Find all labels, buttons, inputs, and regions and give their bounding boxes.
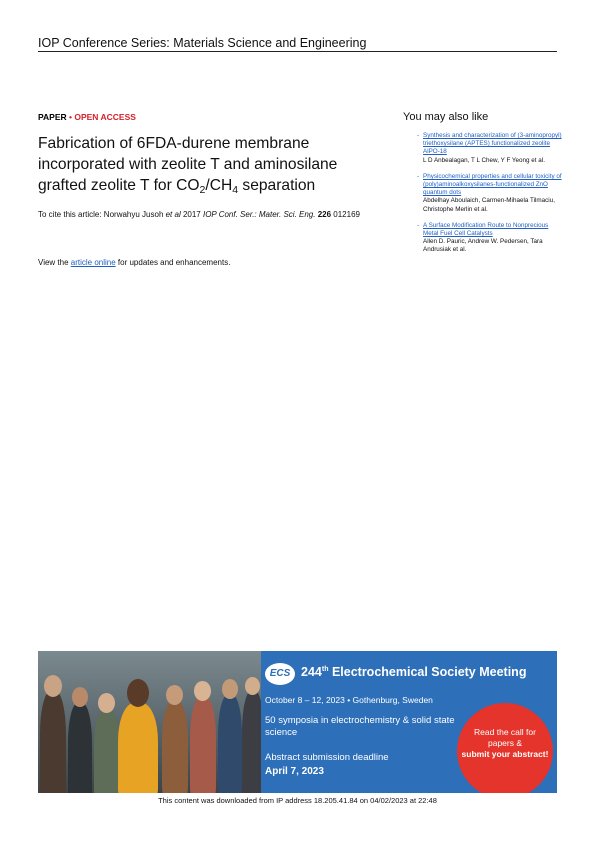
title-sub-co2: 2 <box>199 184 206 196</box>
related-articles-sidebar <box>403 111 563 263</box>
photo-person-head <box>44 675 62 697</box>
photo-person-head <box>72 687 88 707</box>
citation-line <box>38 210 383 219</box>
banner-info-panel <box>261 651 557 793</box>
related-item <box>403 132 563 165</box>
paper-type-label <box>38 112 136 122</box>
title-sub-ch4: 4 <box>232 184 239 196</box>
audience-photo <box>38 651 261 793</box>
paper-type: PAPER <box>38 112 67 122</box>
cta-line-3: submit your abstract! <box>461 749 549 759</box>
label-separator: • <box>66 112 75 122</box>
submit-abstract-button[interactable] <box>457 703 553 793</box>
photo-person-head <box>166 685 183 705</box>
photo-person-yellow <box>118 703 158 793</box>
photo-person <box>218 695 242 793</box>
photo-person <box>162 701 188 793</box>
related-item-authors: Abdelhay Aboulaich, Carmen-Mihaela Tilmaciu, Christophe Merlin et al. <box>423 197 555 213</box>
photo-person-head <box>98 693 115 713</box>
sidebar-title: You may also like <box>403 111 489 123</box>
citation-number: 012169 <box>331 210 360 219</box>
journal-title: IOP Conference Series: Materials Science and Engineering <box>38 36 367 50</box>
bullet-icon: - <box>417 132 420 139</box>
photo-person-head <box>194 681 211 701</box>
article-title <box>38 133 383 196</box>
citation-journal: IOP Conf. Ser.: Mater. Sci. Eng. <box>202 210 316 219</box>
meeting-title <box>301 665 526 679</box>
photo-person <box>40 691 66 793</box>
view-online-before: View the <box>38 258 71 267</box>
photo-person <box>242 691 261 793</box>
related-item-authors: Allen D. Pauric, Andrew W. Pedersen, Tara Andrusiak et al. <box>423 238 543 254</box>
related-item-authors: L D Anbealagan, T L Chew, Y F Yeong et al. <box>423 156 545 164</box>
view-online-after: for updates and enhancements. <box>115 258 231 267</box>
meeting-dates: October 8 – 12, 2023 • Gothenburg, Sweden <box>265 695 433 705</box>
deadline-label: Abstract submission deadline <box>265 752 389 763</box>
related-item-link[interactable]: Physicochemical properties and cellular toxicity of (poly)aminoalkoxysilanes-functionalized ZnO quantum dots <box>423 172 562 197</box>
citation-volume: 226 <box>317 210 332 219</box>
symposia-text: 50 symposia in electrochemistry & solid state science <box>265 715 455 738</box>
open-access-badge: OPEN ACCESS <box>74 112 136 122</box>
deadline-date: April 7, 2023 <box>265 766 324 777</box>
bullet-icon: - <box>417 221 420 229</box>
header-rule <box>38 51 557 52</box>
related-item-link[interactable]: A Surface Modification Route to Nonprecious Metal Fuel Cell Catalysts <box>423 221 549 238</box>
photo-person <box>94 709 120 793</box>
photo-person <box>190 697 216 793</box>
citation-year: 2017 <box>180 210 203 219</box>
bullet-icon: - <box>417 172 420 180</box>
view-online-line <box>38 258 230 267</box>
citation-etal: et al <box>165 210 181 219</box>
related-item <box>403 222 563 255</box>
cta-line-1: Read the call for <box>474 727 536 737</box>
photo-person-head <box>127 679 149 707</box>
related-item-link[interactable]: Synthesis and characterization of (3-aminopropyl) triethoxysilane (APTES) functionalized zeolite AlPO-18 <box>423 132 562 156</box>
meeting-suffix: th <box>321 665 329 673</box>
cta-line-2: papers & <box>487 738 523 748</box>
citation-prefix: To cite this article: Norwahyu Jusoh <box>38 210 166 219</box>
download-footer: This content was downloaded from IP address 18.205.41.84 on 04/02/2023 at 22:48 <box>158 796 437 805</box>
meeting-number: 244 <box>301 665 322 679</box>
photo-person <box>68 703 92 793</box>
ecs-logo: ECS <box>265 663 295 685</box>
meeting-name: Electrochemical Society Meeting <box>328 665 527 679</box>
photo-person-head <box>245 677 260 695</box>
title-main: Fabrication of 6FDA-durene membrane incorporated with zeolite T and aminosilane grafted zeolite T for CO <box>38 135 338 194</box>
title-end: separation <box>238 177 316 194</box>
title-mid: /CH <box>205 177 233 194</box>
related-item <box>403 173 563 214</box>
article-online-link[interactable]: article online <box>70 258 116 267</box>
photo-person-head <box>222 679 238 699</box>
ecs-ad-banner[interactable] <box>38 651 557 793</box>
